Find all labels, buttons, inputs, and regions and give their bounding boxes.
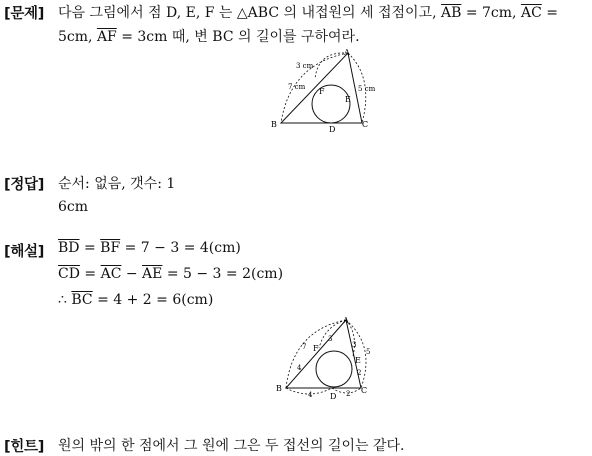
vertex-b: B bbox=[276, 384, 282, 393]
length-ac: 5 bbox=[366, 348, 371, 356]
problem-line-1: 다음 그림에서 점 D, E, F 는 △ABC 의 내접원의 세 접점이고, $\overline{AB} = 7cm$, $\overline{AC}$ = bbox=[58, 5, 558, 21]
hint-text: 원의 밖의 한 점에서 그 원에 그은 두 접선의 길이는 같다. bbox=[58, 438, 405, 454]
point-f: F bbox=[319, 87, 325, 96]
answer-label: [정답] bbox=[4, 177, 45, 193]
solution-label: [해설] bbox=[4, 244, 45, 260]
vertex-a: A bbox=[343, 316, 349, 325]
vertex-a: A bbox=[344, 48, 350, 57]
vertex-b: B bbox=[271, 120, 277, 129]
vertex-c: C bbox=[361, 386, 368, 395]
incircle bbox=[316, 351, 352, 387]
brace-ac bbox=[346, 320, 366, 388]
problem-label: [문제] bbox=[4, 6, 45, 22]
answer-value: 6cm bbox=[58, 199, 89, 215]
point-f: F bbox=[313, 344, 319, 353]
point-d: D bbox=[329, 125, 336, 134]
hint-label: [힌트] bbox=[4, 439, 45, 455]
length-ec: 2 bbox=[357, 369, 362, 377]
point-e: E bbox=[355, 356, 361, 365]
point-e: E bbox=[345, 95, 351, 104]
problem-line-2: 5cm, $\overline{AF} = 3cm$ 때, 변 BC 의 길이를 구하여라. bbox=[58, 29, 360, 45]
length-ab: 7 bbox=[302, 343, 307, 351]
length-bd: 4 bbox=[308, 391, 313, 399]
length-af: 3 cm bbox=[296, 62, 314, 70]
length-bf: 4 bbox=[297, 364, 302, 372]
solution-line-3: ∴ $\overline{BC} = 4 + 2 = 6(cm)$ bbox=[58, 292, 214, 308]
length-ae: 3 bbox=[352, 341, 357, 349]
solution-line-2: $\overline{CD} = \overline{AC} - \overline{AE} = 5 - 3 = 2(cm)$ bbox=[58, 266, 284, 282]
length-ab: 7 cm bbox=[288, 83, 306, 91]
problem-figure bbox=[268, 48, 388, 136]
point-d: D bbox=[330, 392, 337, 401]
incircle bbox=[312, 85, 350, 123]
solution-line-1: $\overline{BD} = \overline{BF} = 7 - 3 = 4(cm)$ bbox=[58, 240, 241, 256]
answer-meta: 순서: 없음, 갯수: 1 bbox=[58, 176, 176, 192]
length-ac: 5 cm bbox=[358, 85, 376, 93]
vertex-c: C bbox=[362, 120, 369, 129]
solution-figure bbox=[273, 316, 383, 402]
length-dc: 2 bbox=[346, 390, 351, 398]
length-af: 3 bbox=[328, 335, 333, 343]
